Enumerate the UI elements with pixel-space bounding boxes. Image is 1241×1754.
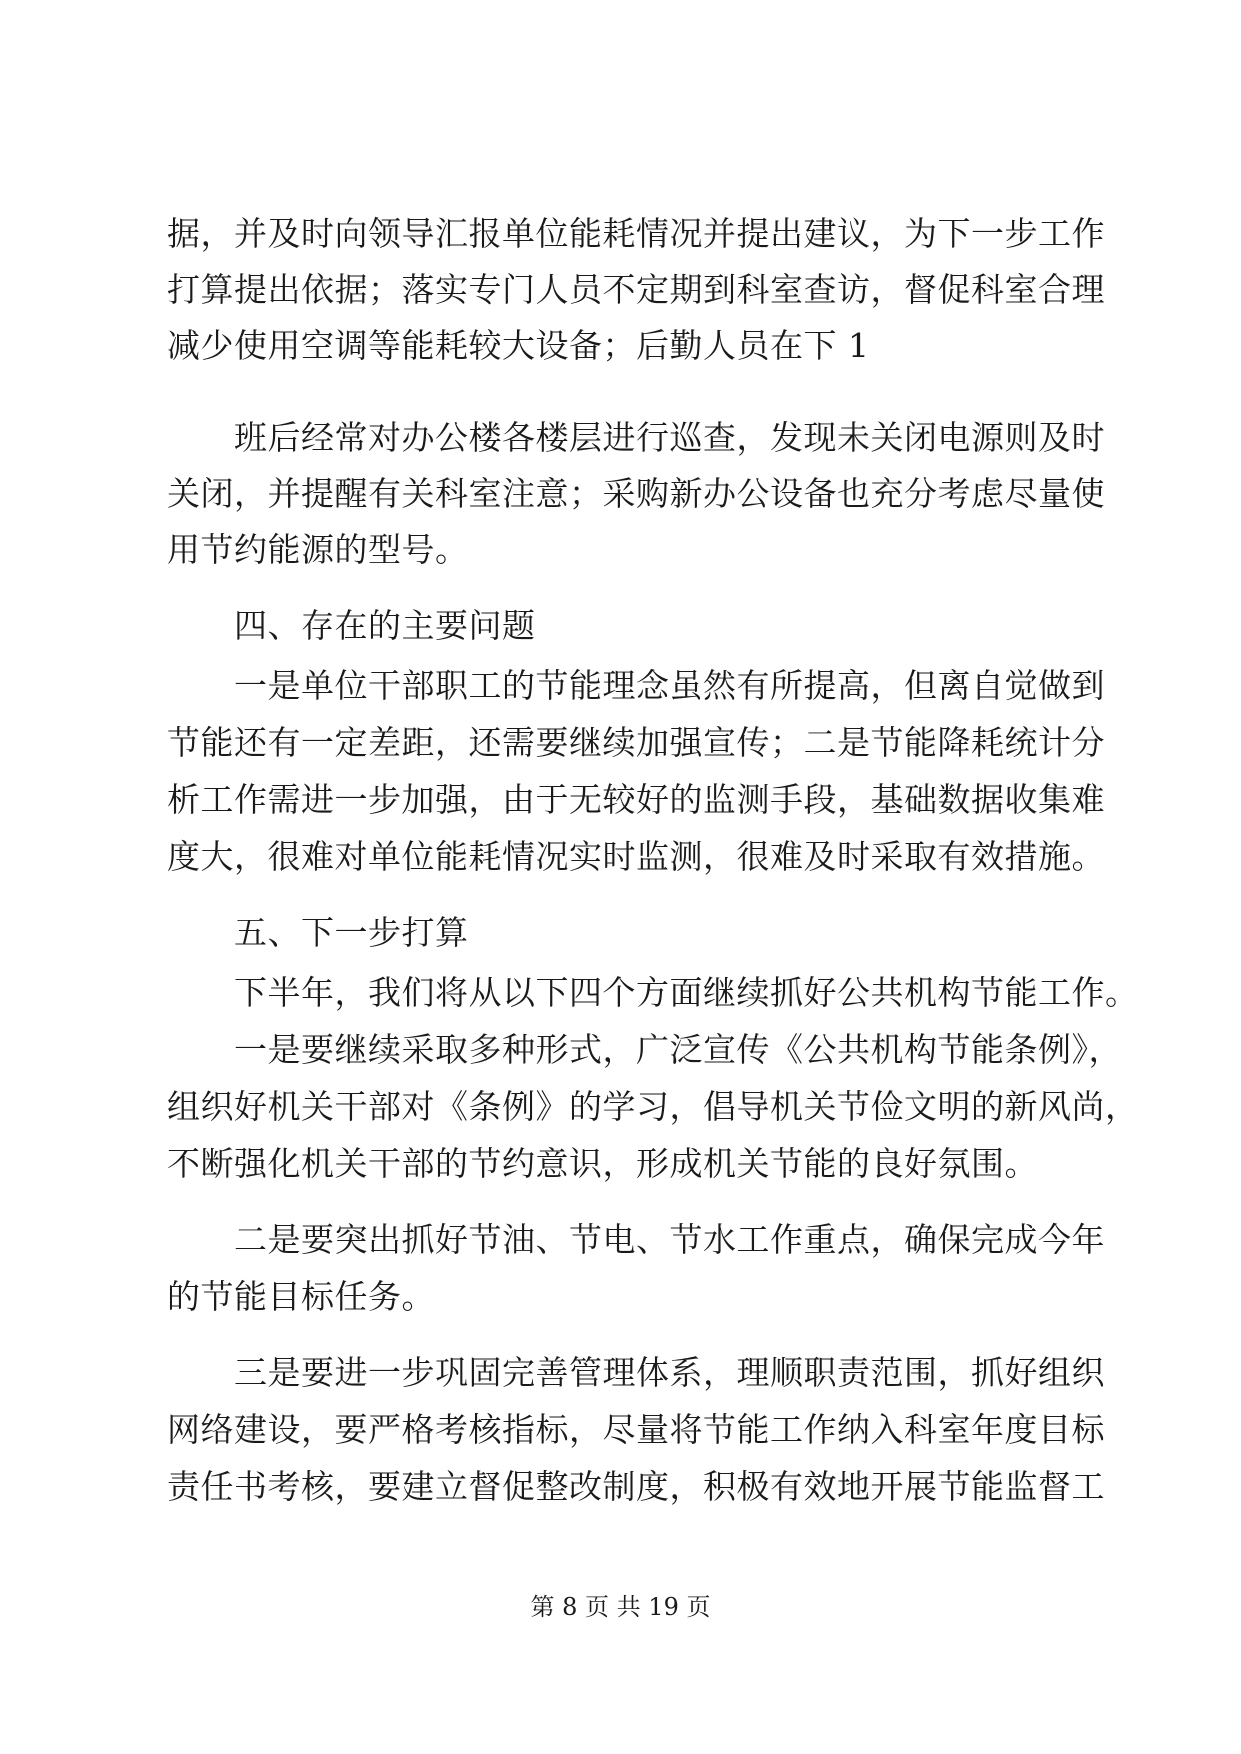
text-line: 用节约能源的型号。 — [167, 530, 469, 569]
text-line: 三是要进一步巩固完善管理体系，理顺职责范围，抓好组织 — [167, 1353, 1105, 1392]
section-heading: 五、下一步打算 — [167, 913, 469, 952]
text-line: 班后经常对办公楼各楼层进行巡查，发现未关闭电源则及时 — [167, 418, 1105, 457]
text-line: 度大，很难对单位能耗情况实时监测，很难及时采取有效措施。 — [167, 837, 1105, 876]
text-line: 节能还有一定差距，还需要继续加强宣传；二是节能降耗统计分 — [167, 723, 1105, 762]
text-line: 二是要突出抓好节油、节电、节水工作重点，确保完成今年 — [167, 1220, 1105, 1259]
text-line: 据，并及时向领导汇报单位能耗情况并提出建议，为下一步工作 — [167, 214, 1105, 253]
text-line: 减少使用空调等能耗较大设备；后勤人员在下 1 — [167, 326, 870, 365]
text-line: 一是要继续采取多种形式，广泛宣传《公共机构节能条例》， — [167, 1030, 1122, 1069]
text-line: 打算提出依据；落实专门人员不定期到科室查访，督促科室合理 — [167, 270, 1105, 309]
text-line: 组织好机关干部对《条例》的学习，倡导机关节俭文明的新风尚， — [167, 1087, 1139, 1126]
text-line: 不断强化机关干部的节约意识，形成机关节能的良好氛围。 — [167, 1144, 1038, 1183]
section-heading: 四、存在的主要问题 — [167, 606, 536, 645]
text-line: 析工作需进一步加强，由于无较好的监测手段，基础数据收集难 — [167, 780, 1105, 819]
text-line: 责任书考核，要建立督促整改制度，积极有效地开展节能监督工 — [167, 1467, 1105, 1506]
text-line: 下半年，我们将从以下四个方面继续抓好公共机构节能工作。 — [167, 973, 1139, 1012]
text-line: 一是单位干部职工的节能理念虽然有所提高，但离自觉做到 — [167, 666, 1105, 705]
text-line: 关闭，并提醒有关科室注意；采购新办公设备也充分考虑尽量使 — [167, 474, 1105, 513]
text-line: 网络建设，要严格考核指标，尽量将节能工作纳入科室年度目标 — [167, 1410, 1105, 1449]
text-line: 的节能目标任务。 — [167, 1277, 435, 1316]
page-number-footer: 第 8 页 共 19 页 — [530, 1593, 711, 1621]
